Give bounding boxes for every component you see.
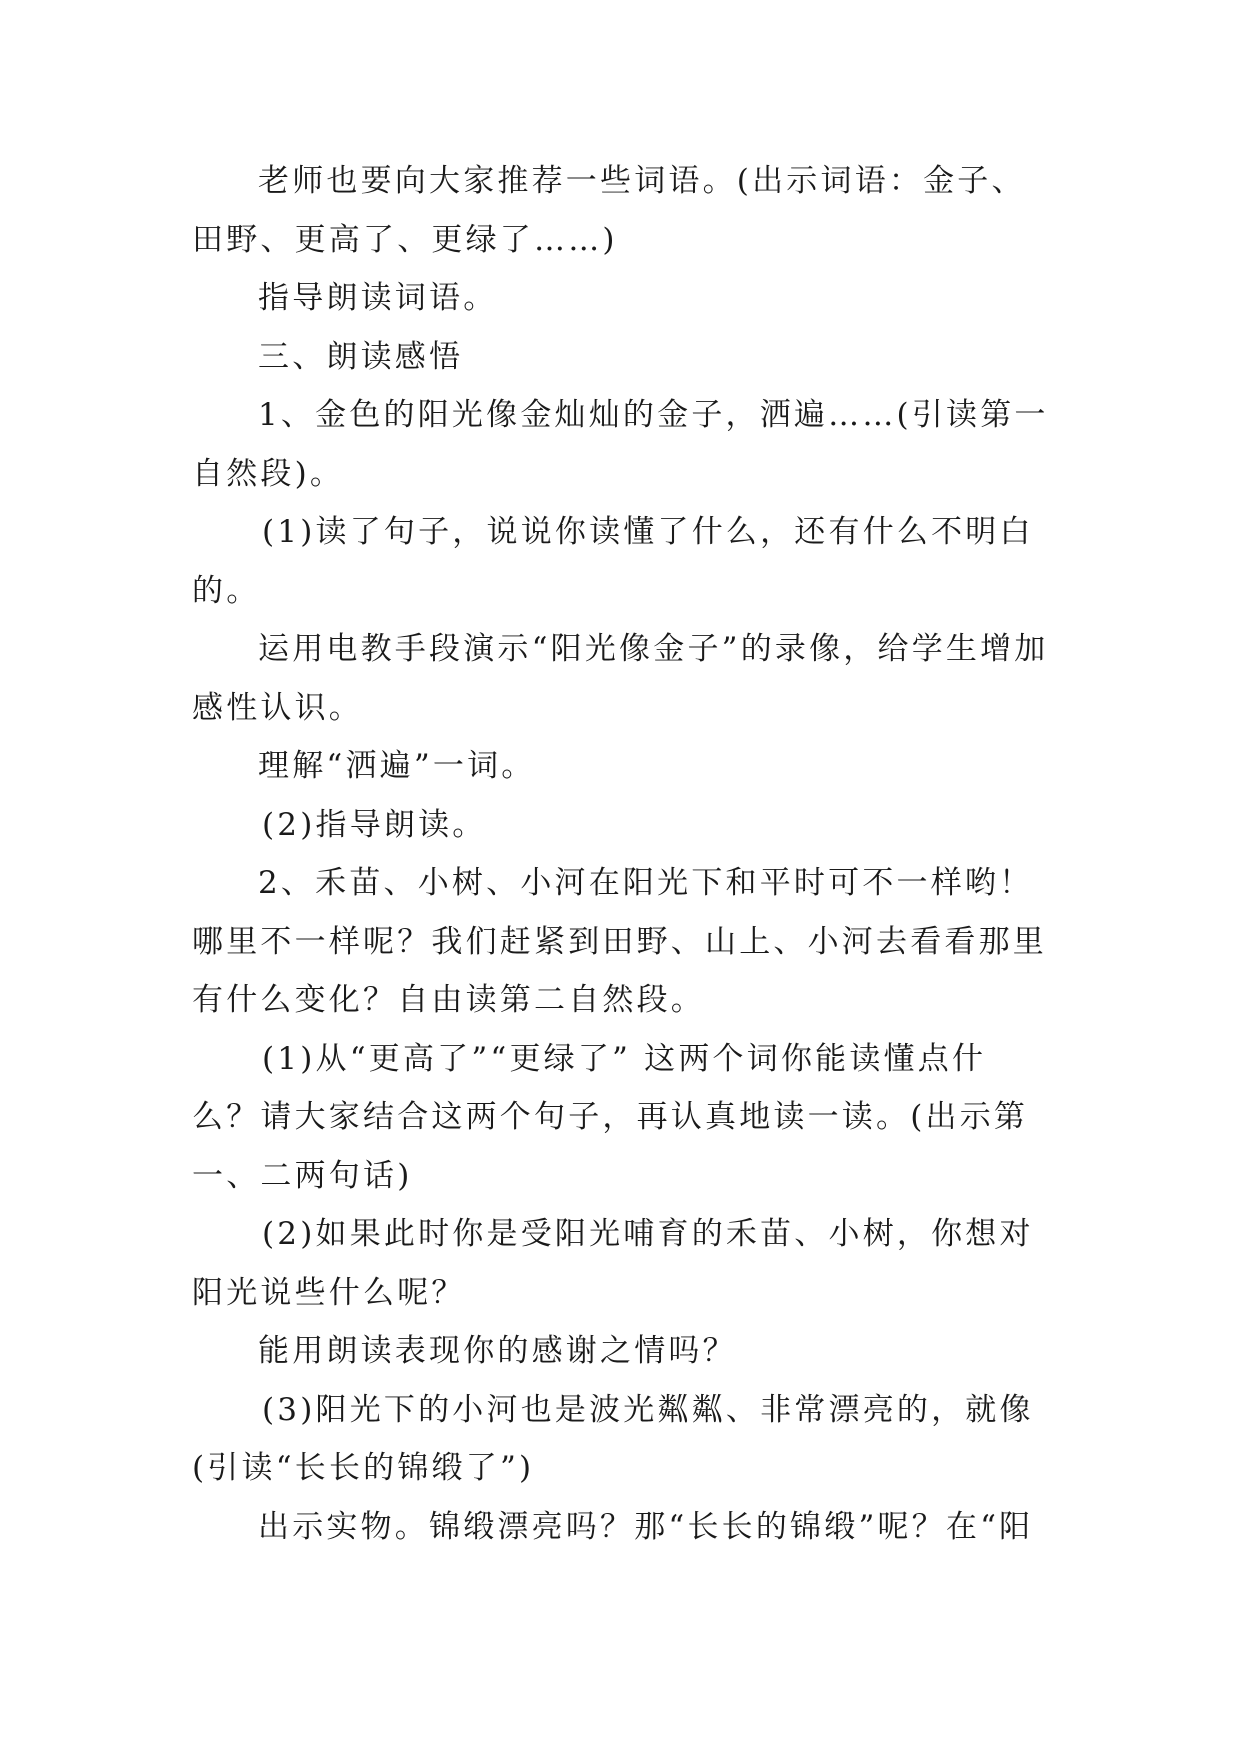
paragraph-step-2-sub-2: (2)如果此时你是受阳光哺育的禾苗、小树，你想对阳光说些什么呢？	[192, 1216, 1034, 1311]
paragraph-show-object: 出示实物。锦缎漂亮吗？那“长长的锦缎”呢？在“阳	[258, 1508, 1034, 1545]
paragraph-step-2-sub-3: (3)阳光下的小河也是波光粼粼、非常漂亮的，就像(引读“长长的锦缎了”)	[192, 1391, 1034, 1486]
paragraph-step-2: 2、禾苗、小树、小河在阳光下和平时可不一样哟！哪里不一样呢？我们赶紧到田野、山上、小河去看看那里有什么变化？自由读第二自然段。	[192, 865, 1047, 1018]
section-heading-reading-insight: 三、朗读感悟	[258, 338, 464, 375]
paragraph-guide-reading-words: 指导朗读词语。	[258, 280, 498, 316]
paragraph-thanks-reading: 能用朗读表现你的感谢之情吗？	[258, 1333, 737, 1369]
paragraph-recommend-words: 老师也要向大家推荐一些词语。(出示词语：金子、田野、更高了、更绿了……)	[192, 163, 1026, 258]
paragraph-step-1: 1、金色的阳光像金灿灿的金子，洒遍……(引读第一自然段)。	[192, 397, 1049, 492]
paragraph-understand-word: 理解“洒遍”一词。	[258, 748, 536, 784]
paragraph-step-2-sub-1: (1)从“更高了”“更绿了” 这两个词你能读懂点什么？请大家结合这两个句子，再认真地读一读。(出示第一、二两句话)	[192, 1040, 1029, 1194]
paragraph-step-1-sub-1: (1)读了句子，说说你读懂了什么，还有什么不明白的。	[192, 514, 1034, 609]
document-body	[192, 152, 1052, 1556]
paragraph-step-1-sub-2: (2)指导朗读。	[262, 806, 487, 843]
paragraph-video-demo: 运用电教手段演示“阳光像金子”的录像，给学生增加感性认识。	[192, 631, 1049, 726]
